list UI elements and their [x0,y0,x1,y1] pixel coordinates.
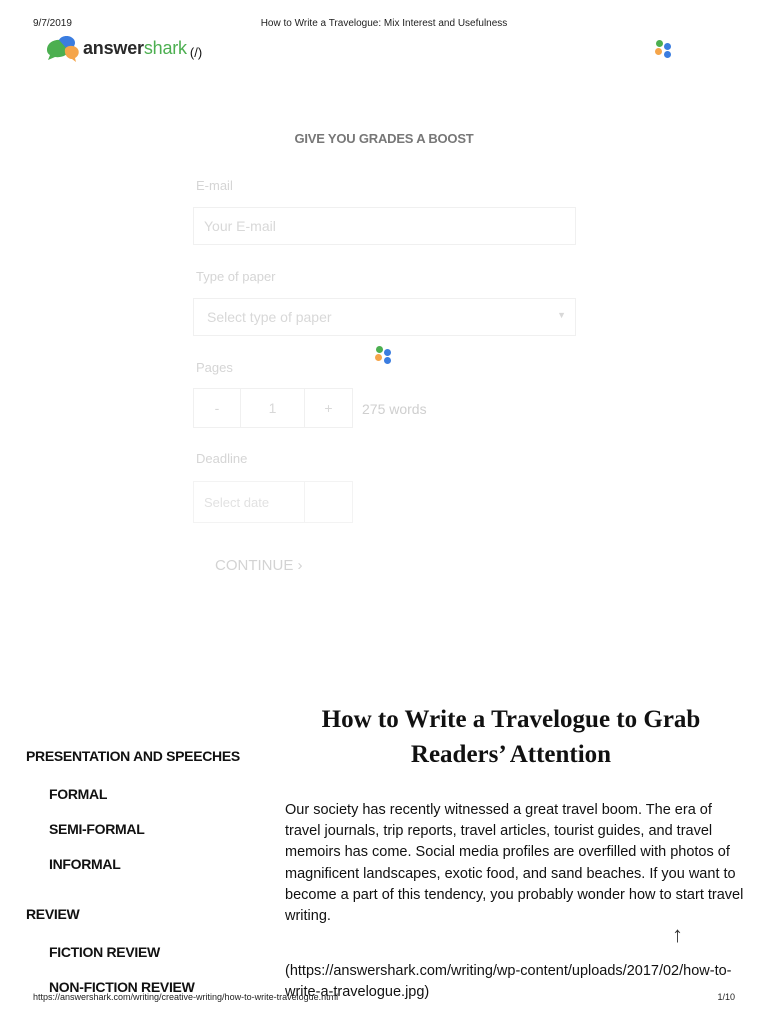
pages-label: Pages [196,360,233,375]
sidebar-item-semi-formal[interactable]: SEMI-FORMAL [49,821,145,837]
print-footer [0,990,768,1004]
print-page-number: 1/10 [717,992,735,1002]
logo-home-link[interactable]: (/) [189,44,203,60]
sidebar-category-presentation[interactable]: PRESENTATION AND SPEECHES [26,748,240,764]
sidebar-item-non-fiction-review[interactable]: NON-FICTION REVIEW [49,979,195,995]
sidebar-item-fiction-review[interactable]: FICTION REVIEW [49,944,160,960]
sidebar-item-informal[interactable]: INFORMAL [49,856,121,872]
logo-speech-bubbles-icon [43,34,81,62]
print-url: https://answershark.com/writing/creative-writing/how-to-write-travelogue.html [33,992,339,1002]
print-date: 9/7/2019 [33,18,72,29]
pages-minus-button[interactable]: - [193,388,241,428]
deadline-picker[interactable] [193,481,353,523]
loading-dots-icon [654,40,676,62]
email-label: E-mail [196,178,233,193]
logo-word-answer: answer [83,37,144,58]
deadline-time-field[interactable] [305,481,353,523]
article-title: How to Write a Travelogue to Grab Readers’ Attention [321,706,701,768]
site-logo[interactable] [43,33,202,63]
words-count: 275 words [362,401,427,417]
print-title: How to Write a Travelogue: Mix Interest and Usefulness [260,18,508,29]
sidebar-category-review[interactable]: REVIEW [26,906,80,922]
deadline-date-field[interactable]: Select date [193,481,305,523]
pages-stepper [193,388,353,428]
paper-type-label: Type of paper [196,269,276,284]
order-form-heading: GIVE YOU GRADES A BOOST [294,131,474,146]
loading-dots-icon [374,346,396,368]
pages-plus-button[interactable]: + [305,388,353,428]
article-image-link[interactable]: (https://answershark.com/writing/wp-content/uploads/2017/02/how-to-write-a-travelogue.jpg) [285,963,732,1001]
back-to-top-icon[interactable]: ↑ [672,922,683,947]
pages-value[interactable]: 1 [241,388,305,428]
article-intro: Our society has recently witnessed a great travel boom. The era of travel journals, trip reports, travel articles, tourist guides, and travel memoirs has come. Social media profiles are overfilled with photos of magnificent landscapes, exotic food, and sand beaches. If you want to become a part of this tendency, you probably wonder how to start travel writing. [285,802,744,925]
print-header [0,18,768,32]
chevron-down-icon: ▼ [557,310,566,320]
paper-type-select-value: Select type of paper [207,309,332,325]
logo-wordmark [83,38,187,59]
deadline-label: Deadline [196,451,248,466]
logo-word-shark: shark [143,37,187,58]
email-field[interactable]: Your E-mail [193,207,576,245]
continue-button[interactable]: CONTINUE › [215,557,303,574]
paper-type-select[interactable] [193,298,576,336]
sidebar-item-formal[interactable]: FORMAL [49,786,108,802]
